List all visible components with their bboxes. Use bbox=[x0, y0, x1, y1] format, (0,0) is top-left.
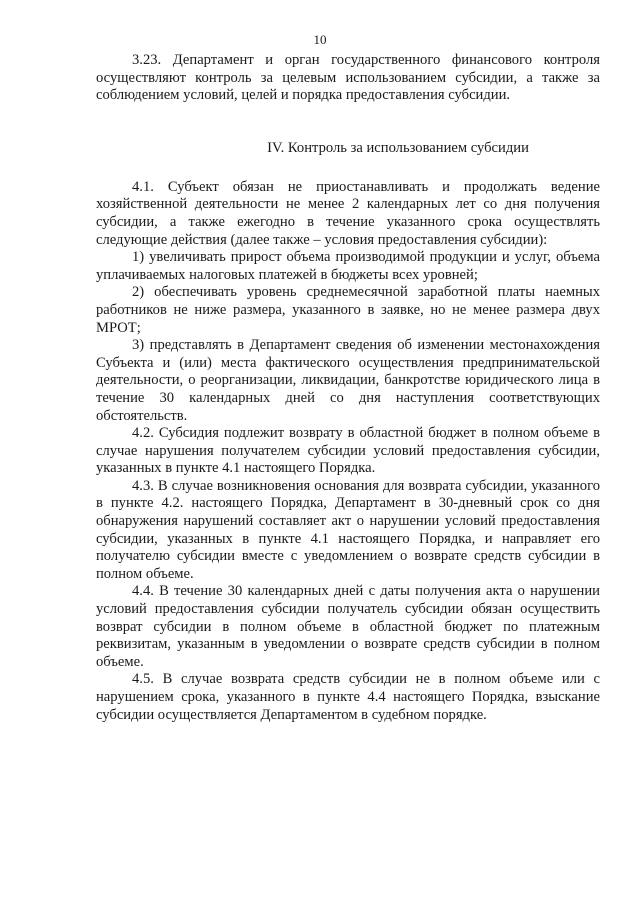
paragraph-4-4: 4.4. В течение 30 календарных дней с даты получения акта о нарушении условий предоставления субсидии получатель субсидии обязан осуществить возврат субсидии в полном объеме в областной бюджет по платежным реквизитам, указанным в уведомлении о возврате средств субсидии в полном объеме. bbox=[96, 583, 600, 670]
list-item-3: 3) представлять в Департамент сведения об изменении местонахождения Субъекта и (или) места фактического осуществления предпринимательской деятельности, о реорганизации, ликвидации, банкротстве юридического лица в течение 30 календарных дней со дня наступления соответствующих обстоятельств. bbox=[96, 337, 600, 424]
document-body bbox=[96, 52, 600, 724]
page-number: 10 bbox=[313, 32, 327, 47]
paragraph-4-1: 4.1. Субъект обязан не приостанавливать и продолжать ведение хозяйственной деятельности не менее 2 календарных лет со дня получения субсидии, а также ежегодно в течение указанного срока осуществлять следующие действия (далее также – условия предоставления субсидии): bbox=[96, 178, 600, 248]
list-item-1: 1) увеличивать прирост объема производимой продукции и услуг, объема уплачиваемых налоговых платежей в бюджеты всех уровней; bbox=[96, 249, 600, 283]
section-heading: IV. Контроль за использованием субсидии bbox=[267, 139, 529, 156]
paragraph-4-2: 4.2. Субсидия подлежит возврату в областной бюджет в полном объеме в случае нарушения получателем субсидии условий предоставления субсидии, указанных в пункте 4.1 настоящего Порядка. bbox=[96, 425, 600, 477]
paragraph-4-5: 4.5. В случае возврата средств субсидии не в полном объеме или с нарушением срока, указанного в пункте 4.4 настоящего Порядка, взыскание субсидии осуществляется Департаментом в судебном порядке. bbox=[96, 671, 600, 723]
paragraph-3-23: 3.23. Департамент и орган государственного финансового контроля осуществляют контроль за целевым использованием субсидии, а также за соблюдением условий, целей и порядка предоставления субсидии. bbox=[96, 52, 600, 104]
paragraph-4-3: 4.3. В случае возникновения основания для возврата субсидии, указанного в пункте 4.2. настоящего Порядка, Департамент в 30-дневный срок со дня обнаружения нарушений составляет акт о нарушении условий предоставления субсидии, указанных в пункте 4.1 настоящего Порядка, и направляет его получателю субсидии вместе с уведомлением о возврате средств субсидии в полном объеме. bbox=[96, 477, 600, 582]
list-item-2: 2) обеспечивать уровень среднемесячной заработной платы наемных работников не ниже размера, указанного в заявке, но не менее размера двух МРОТ; bbox=[96, 284, 600, 336]
